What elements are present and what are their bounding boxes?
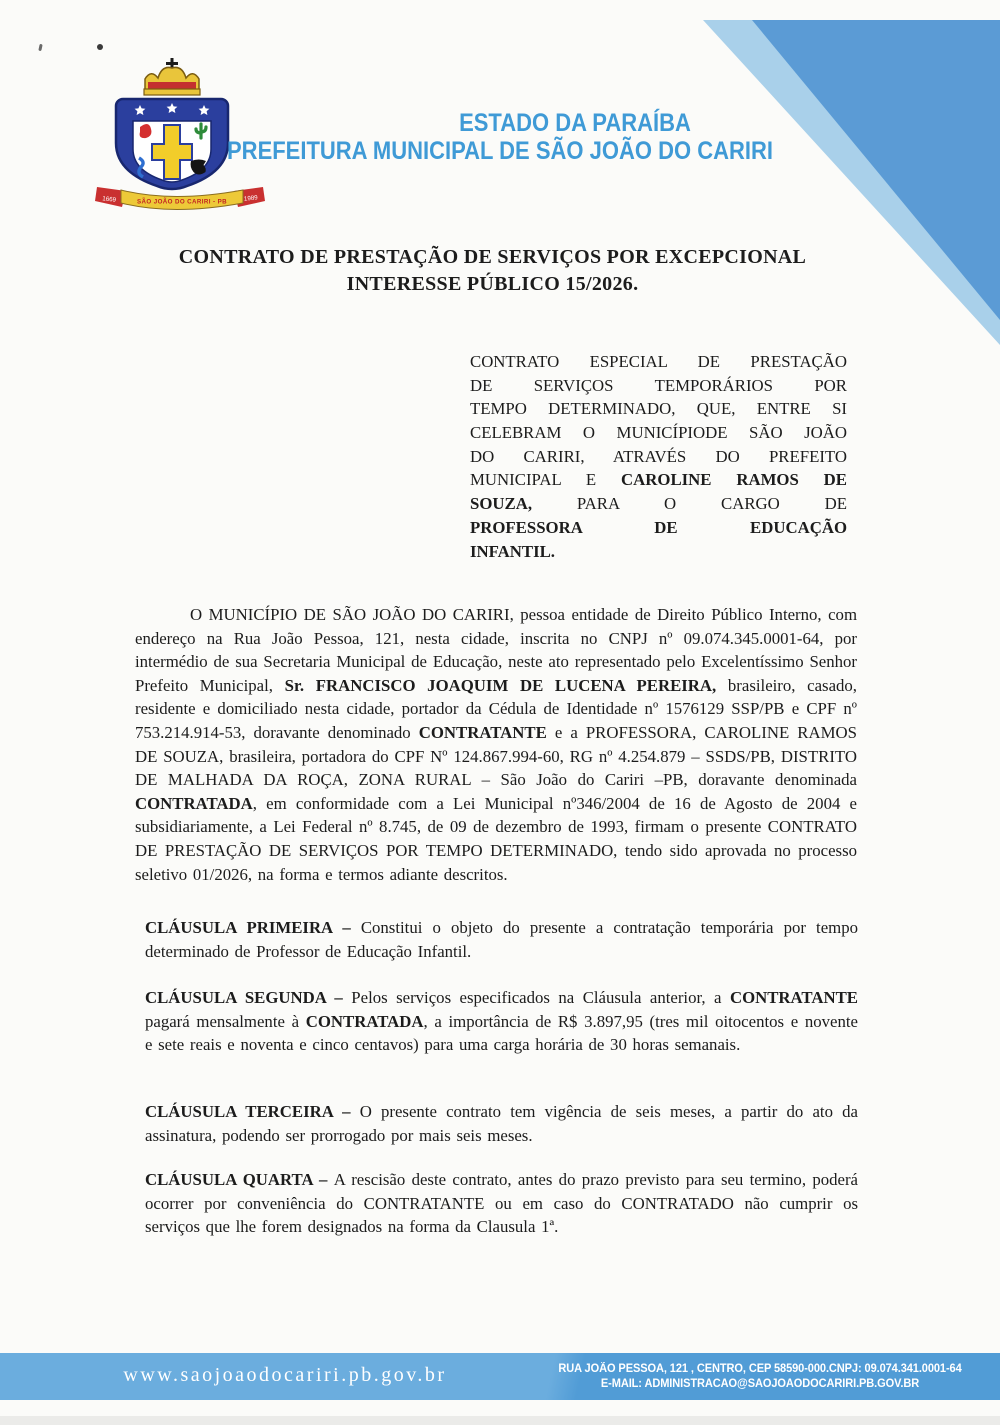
- clause-segunda: CLÁUSULA SEGUNDA – Pelos serviços especificados na Cláusula anterior, a CONTRATANTE pagará mensalmente à CONTRATADA, a importância de R$ 3.897,95 (tres mil oitocentos e novente e sete reais e noventa e cinco centavos) para uma carga horária de 30 horas semanais.: [145, 988, 858, 1055]
- document-title-line1: CONTRATO DE PRESTAÇÃO DE SERVIÇOS POR EXCEPCIONAL: [178, 246, 807, 268]
- scan-speck: [38, 44, 42, 51]
- footer-contact-block: [549, 1362, 971, 1391]
- scan-bottom-edge: [0, 1416, 1000, 1425]
- contract-summary-block: [470, 350, 847, 563]
- clause-primeira: CLÁUSULA PRIMEIRA – Constitui o objeto do presente a contratação temporária por tempo determinado de Professor de Educação Infantil.: [145, 918, 858, 961]
- footer-address-line: RUA JOÃO PESSOA, 121 , CENTRO, CEP 58590-000.CNPJ: 09.074.341.0001-64: [558, 1363, 962, 1375]
- footer-email-line: E-MAIL: ADMINISTRACAO@SAOJOAODOCARIRI.PB.GOV.BR: [600, 1377, 920, 1390]
- red-charge-icon: [140, 124, 152, 138]
- summary-line: CONTRATO ESPECIAL DE PRESTAÇÃO: [470, 352, 847, 371]
- footer-band: [0, 1353, 1000, 1400]
- clause-quarta: CLÁUSULA QUARTA – A rescisão deste contrato, antes do prazo previsto para seu termino, poderá ocorrer por conveniência do CONTRATANTE ou em caso do CONTRATADO não cumprir os serviços que lhe forem designados na forma da Clausula 1ª.: [145, 1170, 858, 1237]
- summary-line: CELEBRAM O MUNICÍPIODE SÃO JOÃO: [470, 423, 847, 443]
- summary-line: DE SERVIÇOS TEMPORÁRIOS POR: [470, 375, 847, 395]
- parties-paragraph: O MUNICÍPIO DE SÃO JOÃO DO CARIRI, pessoa entidade de Direito Público Interno, com endereço na Rua João Pessoa, 121, nesta cidade, inscrita no CNPJ nº 09.074.345.0001-64, por intermédio de sua Secretaria Municipal de Educação, neste ato representado pelo Excelentíssimo Senhor Prefeito Municipal, Sr. FRANCISCO JOAQUIM DE LUCENA PEREIRA, brasileiro, casado, residente e domiciliado nesta cidade, portador da Cédula de Identidade nº 1576129 SSP/PB e CPF nº 753.214.914-53, doravante denominado CONTRATANTE e a PROFESSORA, CAROLINE RAMOS DE SOUZA, brasileira, portadora do CPF Nº 124.867.994-60, RG nº 4.254.879 – SSDS/PB, DISTRITO DE MALHADA DA ROÇA, ZONA RURAL – São João do Cariri –PB, doravante denominada CONTRATADA, em conformidade com a Lei Municipal nº346/2004 de 16 de Agosto de 2004 e subsidiariamente, a Lei Federal nº 8.745, de 09 de dezembro de 1993, firmam o presente CONTRATO DE PRESTAÇÃO DE SERVIÇOS POR TEMPO DETERMINADO, tendo sido aprovada no processo seletivo 01/2026, na forma e termos adiante descritos.: [135, 605, 858, 884]
- crest-banner-text: SÃO JOÃO DO CARIRI - PB: [137, 198, 227, 206]
- shield-icon: [116, 99, 228, 189]
- summary-line: DO CARIRI, ATRAVÉS DO PREFEITO: [470, 446, 847, 466]
- summary-line: INFANTIL.: [470, 541, 556, 561]
- state-name: ESTADO DA PARAÍBA: [459, 109, 691, 137]
- summary-line: PROFESSORA DE EDUCAÇÃO: [470, 517, 847, 537]
- clause-terceira: CLÁUSULA TERCEIRA – O presente contrato tem vigência de seis meses, a partir do ato da assinatura, podendo ser prorrogado por mais seis meses.: [145, 1102, 859, 1145]
- banner-ribbon: [95, 187, 265, 210]
- footer-website: www.saojoaodocariri.pb.gov.br: [123, 1364, 447, 1386]
- document-title: [135, 244, 850, 298]
- municipality-name: PREFEITURA MUNICIPAL DE SÃO JOÃO DO CARIRI: [227, 137, 773, 165]
- crest-year-right: 1989: [243, 194, 259, 203]
- document-title-line2: INTERESSE PÚBLICO 15/2026.: [346, 273, 639, 295]
- summary-line: TEMPO DETERMINADO, QUE, ENTRE SI: [470, 399, 847, 419]
- crown-icon: [144, 58, 200, 95]
- summary-line: SOUZA, PARA O CARGO DE: [470, 494, 847, 514]
- crest-year-left: 1669: [101, 195, 117, 204]
- coat-of-arms-icon: [95, 55, 265, 215]
- summary-line: MUNICIPAL E CAROLINE RAMOS DE: [470, 470, 847, 490]
- scan-speck: [97, 44, 103, 50]
